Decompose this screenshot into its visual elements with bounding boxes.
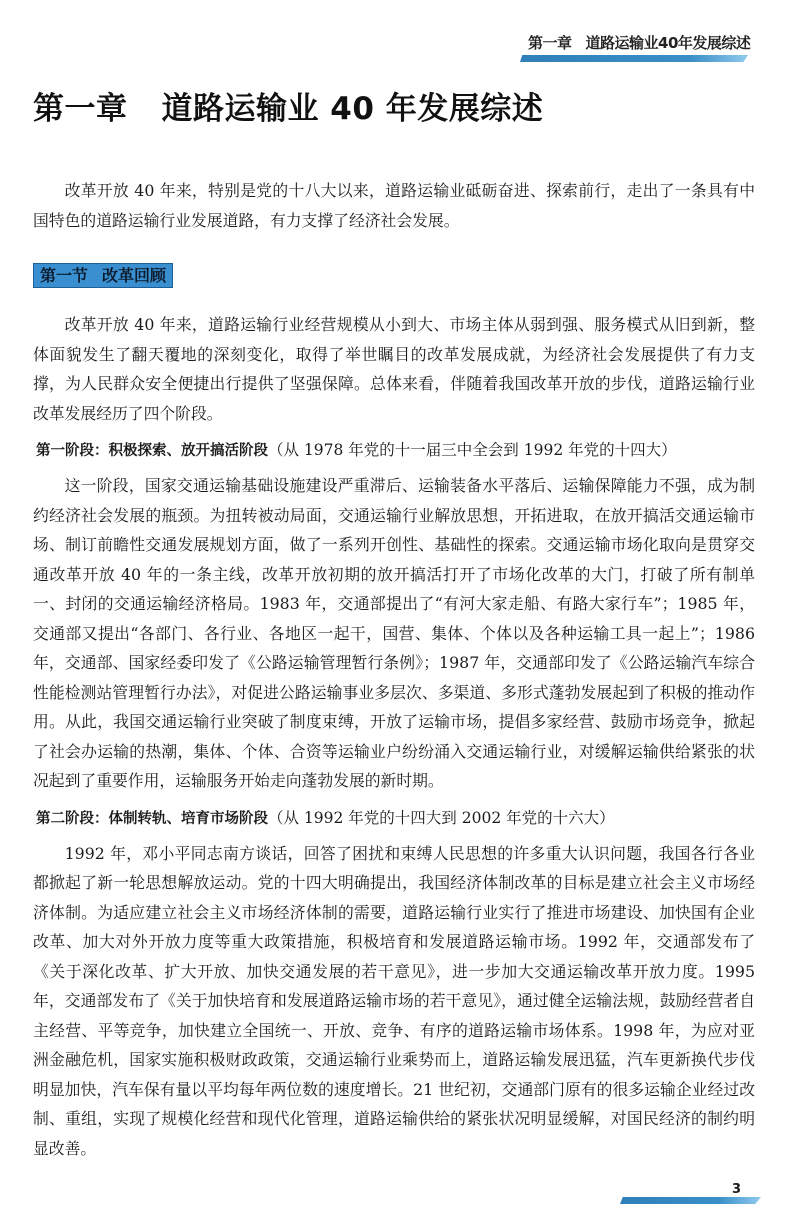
running-header-title: 道路运输业40年发展综述: [585, 34, 751, 52]
page-footer: [620, 1163, 761, 1230]
section-heading: [33, 263, 173, 288]
stage1-title: 第一阶段：积极探索、放开搞活阶段: [36, 443, 268, 459]
footer-decoration-bar: [620, 1197, 761, 1204]
chapter-number: 第一章: [33, 91, 128, 127]
stage2-paragraph: 1992 年，邓小平同志南方谈话，回答了困扰和束缚人民思想的许多重大认识问题，我国各行各业都掀起了新一轮思想解放运动。党的十四大明确提出，我国经济体制改革的目标是建立社会主义市场经济体制。为适应建立社会主义市场经济体制的需要，道路运输行业实行了推进市场建设、加快国有企业改革、加大对外开放力度等重大政策措施，积极培育和发展道路运输市场。1992 年，交通部发布了《关于深化改革、扩大开放、加快交通发展的若干意见》，进一步加大交通运输改革开放力度。1995 年，交通部发布了《关于加快培育和发展道路运输市场的若干意见》，通过健全运输法规，鼓励经营者自主经营、平等竞争，加快建立全国统一、开放、竞争、有序的道路运输市场体系。1998 年，为应对亚洲金融危机，国家实施积极财政政策，交通运输行业乘势而上，道路运输发展迅猛，汽车更新换代步伐明显加快，汽车保有量以平均每年两位数的速度增长。21 世纪初，交通部门原有的很多运输企业经过改制、重组，实现了规模化经营和现代化管理，道路运输供给的紧张状况明显缓解，对国民经济的制约明显改善。: [33, 843, 755, 1158]
running-header-chapter: 第一章: [528, 34, 572, 52]
stage2-heading: [36, 806, 755, 831]
stage1-period: （从 1978 年党的十一届三中全会到 1992 年党的十四大）: [268, 441, 677, 459]
stage2-period: （从 1992 年党的十四大到 2002 年党的十六大）: [268, 808, 615, 827]
page-number: 3: [731, 1182, 741, 1197]
stage1-paragraph: 这一阶段，国家交通运输基础设施建设严重滞后、运输装备水平落后、运输保障能力不强，成为制约经济社会发展的瓶颈。为扭转被动局面，交通运输行业解放思想，开拓进取，在放开搞活交通运输市场、制订前瞻性交通发展规划方面，做了一系列开创性、基础性的探索。交通运输市场化取向是贯穿交通改革开放 40 年的一条主线，改革开放初期的放开搞活打开了市场化改革的大门，打破了所有制单一、封闭的交通运输经济格局。1983 年，交通部提出了“有河大家走船、有路大家行车”；1985 年，交通部又提出“各部门、各行业、各地区一起干，国营、集体、个体以及各种运输工具一起上”；1986 年，交通部、国家经委印发了《公路运输管理暂行条例》；1987 年，交通部印发了《公路运输汽车综合性能检测站管理暂行办法》，对促进公路运输事业多层次、多渠道、多形式蓬勃发展起到了积极的推动作用。从此，我国交通运输行业突破了制度束缚，开放了运输市场，提倡多家经营、鼓励市场竞争，掀起了社会办运输的热潮，集体、个体、合资等运输业户纷纷涌入交通运输行业，对缓解运输供给紧张的状况起到了重要作用，运输服务开始走向蓬勃发展的新时期。: [33, 476, 755, 790]
chapter-title: [33, 88, 755, 130]
running-header: [520, 33, 751, 53]
running-header-block: [520, 33, 751, 62]
section-number: 第一节: [40, 266, 89, 285]
intro-paragraph: 改革开放 40 年来，特别是党的十八大以来，道路运输业砥砺奋进、探索前行，走出了一条具有中国特色的道路运输行业发展道路，有力支撑了经济社会发展。: [33, 181, 755, 230]
header-decoration-bar: [520, 55, 748, 62]
chapter-title-text: 道路运输业 40 年发展综述: [161, 91, 544, 127]
section-paragraph: 改革开放 40 年来，道路运输行业经营规模从小到大、市场主体从弱到强、服务模式从旧到新，整体面貌发生了翻天覆地的深刻变化，取得了举世瞩目的改革发展成就，为经济社会发展提供了有力支撑，为人民群众安全便捷出行提供了坚强保障。总体来看，伴随着我国改革开放的步伐，道路运输行业改革发展经历了四个阶段。: [33, 315, 755, 423]
section-title: 改革回顾: [102, 266, 167, 285]
stage1-heading: [36, 438, 755, 463]
stage2-title: 第二阶段：体制转轨、培育市场阶段: [36, 810, 268, 827]
